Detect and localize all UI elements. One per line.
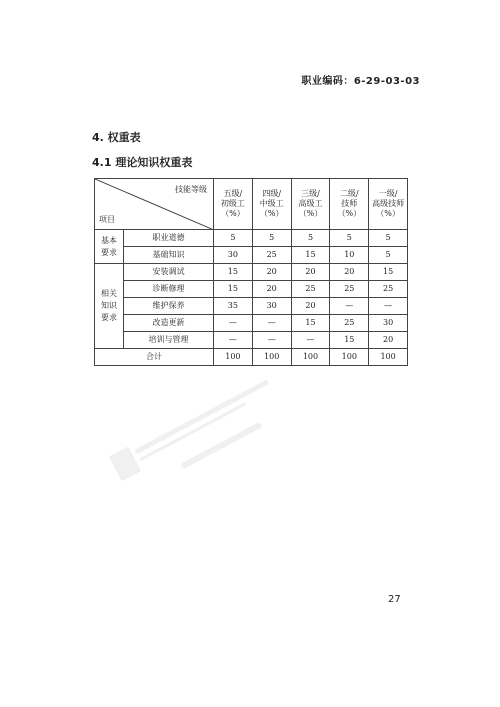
category-related-knowledge: 相关 知识 要求	[95, 264, 124, 349]
level-header-3: 三级/ 高级工 （%）	[291, 179, 330, 230]
cell: 100	[291, 349, 330, 366]
cell: 15	[291, 315, 330, 332]
cell: 25	[330, 315, 369, 332]
row-item: 基础知识	[124, 247, 214, 264]
cell: 15	[291, 247, 330, 264]
cell: —	[252, 315, 291, 332]
cell: 25	[330, 281, 369, 298]
total-row	[95, 349, 408, 366]
item-label: 项目	[99, 215, 115, 224]
cell: 15	[369, 264, 408, 281]
cell: 100	[214, 349, 253, 366]
row-item: 诊断修理	[124, 281, 214, 298]
table-row	[95, 332, 408, 349]
table-row	[95, 281, 408, 298]
cell: 25	[291, 281, 330, 298]
cell: 20	[291, 264, 330, 281]
cell: 5	[252, 230, 291, 247]
cell: 30	[214, 247, 253, 264]
level-header-2: 二级/ 技师 （%）	[330, 179, 369, 230]
table-row	[95, 264, 408, 281]
row-item: 改造更新	[124, 315, 214, 332]
page-number: 27	[388, 594, 401, 605]
cell: —	[369, 298, 408, 315]
cell: 100	[252, 349, 291, 366]
row-item: 培训与管理	[124, 332, 214, 349]
publisher-watermark	[104, 348, 304, 498]
row-item: 职业道德	[124, 230, 214, 247]
cell: —	[252, 332, 291, 349]
cell: 20	[369, 332, 408, 349]
cell: —	[330, 298, 369, 315]
cell: 10	[330, 247, 369, 264]
cell: 15	[214, 281, 253, 298]
level-header-5: 五级/ 初级工 （%）	[214, 179, 253, 230]
cell: 20	[252, 264, 291, 281]
skill-level-label: 技能等级	[175, 185, 207, 194]
level-header-4: 四级/ 中级工 （%）	[252, 179, 291, 230]
cell: 5	[369, 247, 408, 264]
cell: 100	[330, 349, 369, 366]
occupation-code: 职业编码：6-29-03-03	[301, 76, 420, 87]
cell: 5	[214, 230, 253, 247]
cell: 15	[330, 332, 369, 349]
cell: 20	[330, 264, 369, 281]
row-item: 维护保养	[124, 298, 214, 315]
table-row	[95, 298, 408, 315]
cell: —	[291, 332, 330, 349]
cell: —	[214, 332, 253, 349]
cell: 5	[369, 230, 408, 247]
row-item: 安装调试	[124, 264, 214, 281]
cell: 30	[252, 298, 291, 315]
cell: —	[214, 315, 253, 332]
table-row	[95, 247, 408, 264]
theory-weight-table	[94, 178, 408, 366]
table-row	[95, 230, 408, 247]
category-basic: 基本 要求	[95, 230, 124, 264]
total-label: 合计	[95, 349, 214, 366]
corner-cell	[95, 179, 214, 230]
cell: 5	[291, 230, 330, 247]
table-header-row	[95, 179, 408, 230]
cell: 25	[252, 247, 291, 264]
cell: 20	[252, 281, 291, 298]
cell: 30	[369, 315, 408, 332]
cell: 100	[369, 349, 408, 366]
table-row	[95, 315, 408, 332]
section-subtitle: 4.1 理论知识权重表	[92, 156, 193, 169]
level-header-1: 一级/ 高级技师 （%）	[369, 179, 408, 230]
cell: 20	[291, 298, 330, 315]
section-title: 4. 权重表	[92, 131, 141, 144]
cell: 35	[214, 298, 253, 315]
cell: 5	[330, 230, 369, 247]
cell: 25	[369, 281, 408, 298]
cell: 15	[214, 264, 253, 281]
